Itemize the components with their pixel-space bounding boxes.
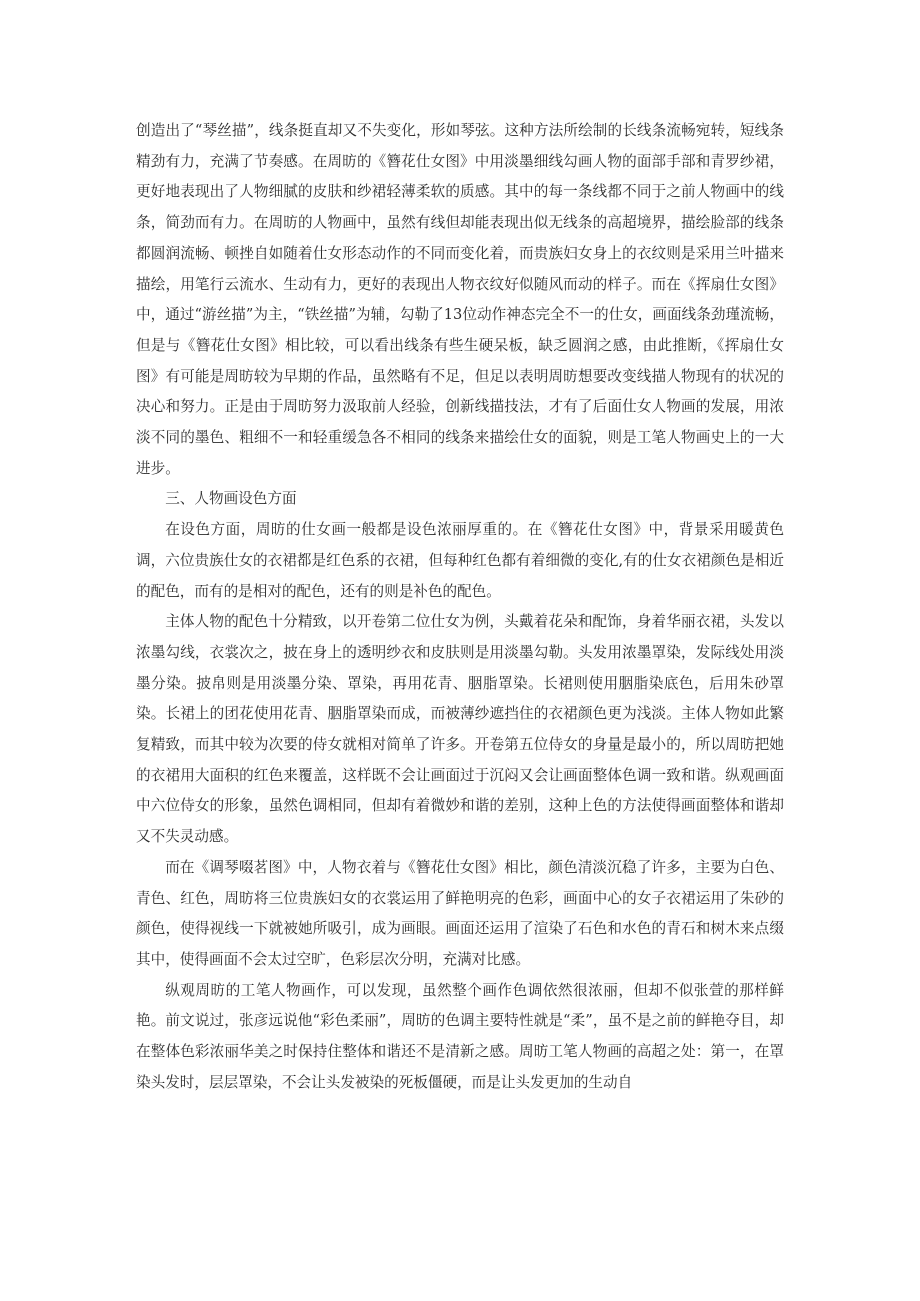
paragraph-tiaoqin-chuoming: 而在《调琴啜茗图》中，人物衣着与《簪花仕女图》相比，颜色清淡沉稳了许多，主要为白色、青色、红色，周昉将三位贵族妇女的衣裳运用了鲜艳明亮的色彩，画面中心的女子衣裙运用了朱砂的颜色，使得视线一下就被她所吸引，成为画眼。画面还运用了渲染了石色和水色的青石和树木来点缀其中，使得画面不会太过空旷，色彩层次分明，充满对比感。 <box>136 858 784 968</box>
paragraph-line-drawing: 创造出了“琴丝描”，线条挺直却又不失变化，形如琴弦。这种方法所绘制的长线条流畅宛转，短线条精劲有力，充满了节奏感。在周昉的《簪花仕女图》中用淡墨细线勾画人物的面部手部和青罗纱裙，更好地表现出了人物细腻的皮肤和纱裙轻薄柔软的质感。其中的每一条线都不同于之前人物画中的线条，简劲而有力。在周昉的人物画中，虽然有线但却能表现出似无线条的高超境界，描绘脸部的线条都圆润流畅、顿挫自如随着仕女形态动作的不同而变化着，而贵族妇女身上的衣纹则是采用兰叶描来描绘，用笔行云流水、生动有力，更好的表现出人物衣纹好似随风而动的样子。而在《挥扇仕女图》中，通过“游丝描”为主，“铁丝描”为辅，勾勒了13位动作神态完全不一的仕女，画面线条劲瑾流畅，但是与《簪花仕女图》相比较，可以看出线条有些生硬呆板，缺乏圆润之感，由此推断，《挥扇仕女图》有可能是周昉较为早期的作品，虽然略有不足，但足以表明周昉想要改变线描人物现有的状况的决心和努力。正是由于周昉努力汲取前人经验，创新线描技法，才有了后面仕女人物画的发展，用浓淡不同的墨色、粗细不一和轻重缓急各不相同的线条来描绘仕女的面貌，则是工笔人物画史上的一大进步。 <box>136 122 784 477</box>
paragraph-color-overview: 在设色方面，周昉的仕女画一般都是设色浓丽厚重的。在《簪花仕女图》中，背景采用暖黄色调，六位贵族仕女的衣裙都是红色系的衣裙，但每种红色都有着细微的变化,有的仕女衣裙颜色是相近的配色，而有的是相对的配色，还有的则是补色的配色。 <box>136 521 784 600</box>
paragraph-overview-summary: 纵观周昉的工笔人物画作，可以发现，虽然整个画作色调依然很浓丽，但却不似张萱的那样鲜艳。前文说过，张彦远说他“彩色柔丽”，周昉的色调主要特性就是“柔”，虽不是之前的鲜艳夺目，却在整体色彩浓丽华美之时保持住整体和谐还不是清新之感。周昉工笔人物画的高超之处：第一，在罩染头发时，层层罩染，不会让头发被染的死板僵硬，而是让头发更加的生动自 <box>136 981 784 1091</box>
paragraph-main-figure-colors: 主体人物的配色十分精致，以开卷第二位仕女为例，头戴着花朵和配饰，身着华丽衣裙，头发以浓墨勾线，衣裳次之，披在身上的透明纱衣和皮肤则是用淡墨勾勒。头发用浓墨罩染，发际线处用淡墨分染。披帛则是用淡墨分染、罩染，再用花青、胭脂罩染。长裙则使用胭脂染底色，后用朱砂罩染。长裙上的团花使用花青、胭脂罩染而成，而被薄纱遮挡住的衣裙颜色更为浅淡。主体人物如此繁复精致，而其中较为次要的侍女就相对简单了许多。开卷第五位侍女的身量是最小的，所以周昉把她的衣裙用大面积的红色来覆盖，这样既不会让画面过于沉闷又会让画面整体色调一致和谐。纵观画面中六位侍女的形象，虽然色调相同，但却有着微妙和谐的差别，这种上色的方法使得画面整体和谐却又不失灵动感。 <box>136 613 784 846</box>
document-body <box>136 116 784 1099</box>
section-heading: 三、人物画设色方面 <box>165 490 297 508</box>
